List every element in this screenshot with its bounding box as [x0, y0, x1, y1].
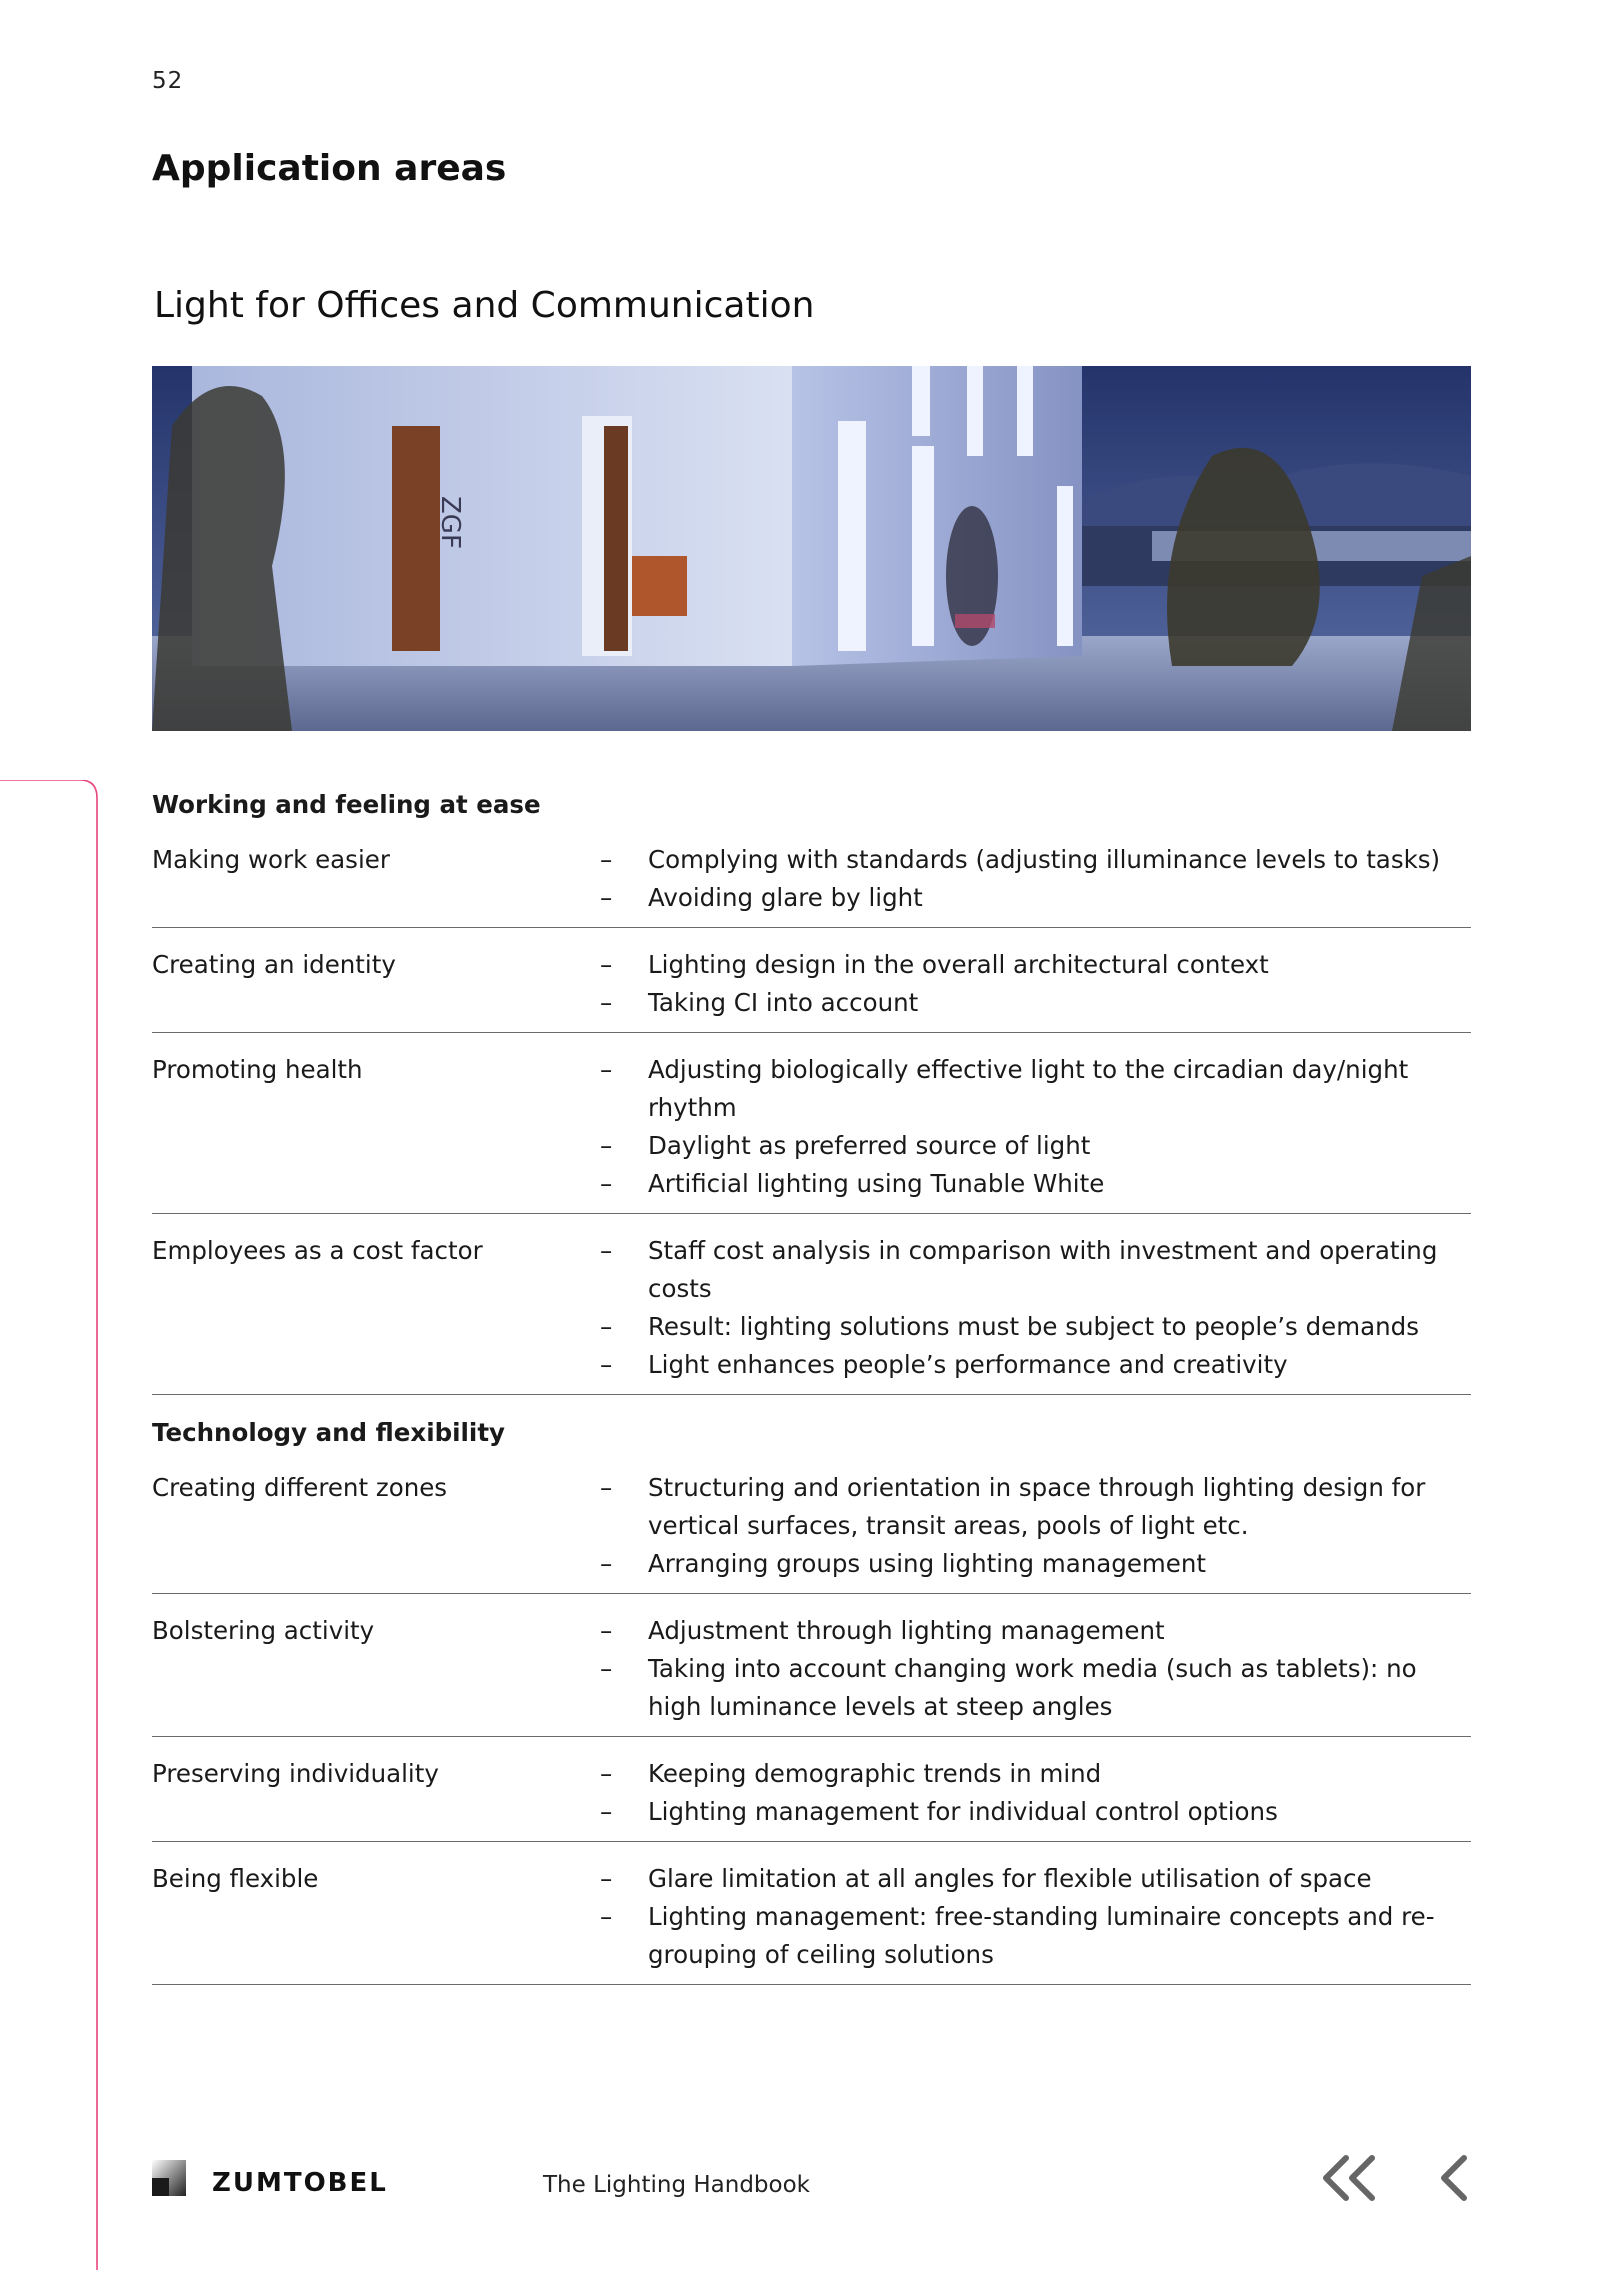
list-item: – Lighting management: free-standing luminaire concepts and re-grouping of ceiling solutions: [598, 1898, 1471, 1974]
list-item: – Adjustment through lighting management: [598, 1612, 1471, 1650]
row-label: Preserving individuality: [152, 1759, 439, 1788]
list-item: – Daylight as preferred source of light: [598, 1127, 1471, 1165]
page-number: 52: [152, 68, 184, 94]
row-label: Making work easier: [152, 845, 390, 874]
table-row: [152, 1860, 1471, 1985]
table-row: [152, 1051, 1471, 1214]
list-item: – Result: lighting solutions must be subject to people’s demands: [598, 1308, 1471, 1346]
group-heading: Working and feeling at ease: [152, 790, 541, 819]
row-items: [598, 1612, 1471, 1726]
table-row: [152, 841, 1471, 928]
row-items: [598, 1051, 1471, 1203]
list-item: – Complying with standards (adjusting illuminance levels to tasks): [598, 841, 1471, 879]
double-chevron-left-icon[interactable]: [1318, 2150, 1382, 2206]
row-items: [598, 841, 1471, 917]
list-item: – Glare limitation at all angles for flexible utilisation of space: [598, 1860, 1471, 1898]
table-row: [152, 946, 1471, 1033]
page-edge-accent-line: [0, 780, 100, 2270]
row-label: Promoting health: [152, 1055, 363, 1084]
section-title: Application areas: [152, 148, 507, 189]
row-label: Bolstering activity: [152, 1616, 375, 1645]
svg-text:ZGF: ZGF: [435, 496, 465, 549]
row-label: Being flexible: [152, 1864, 319, 1893]
list-item: – Structuring and orientation in space through lighting design for vertical surfaces, transit areas, pools of light etc.: [598, 1469, 1471, 1545]
group-heading: Technology and flexibility: [152, 1418, 506, 1447]
row-items: [598, 1755, 1471, 1831]
row-label: Employees as a cost factor: [152, 1236, 483, 1265]
row-items: [598, 946, 1471, 1022]
row-label: Creating an identity: [152, 950, 396, 979]
page-subtitle: Light for Offices and Communication: [154, 285, 815, 326]
row-label: Creating different zones: [152, 1473, 448, 1502]
list-item: – Artificial lighting using Tunable White: [598, 1165, 1471, 1203]
chevron-left-icon[interactable]: [1430, 2150, 1478, 2206]
list-item: – Staff cost analysis in comparison with investment and operating costs: [598, 1232, 1471, 1308]
brand-name: ZUMTOBEL: [212, 2168, 388, 2198]
hero-photo-office-building-at-dusk: [152, 366, 1471, 731]
application-areas-table: [152, 785, 1471, 2003]
handbook-title: The Lighting Handbook: [543, 2172, 810, 2198]
list-item: – Light enhances people’s performance and creativity: [598, 1346, 1471, 1384]
list-item: – Lighting management for individual control options: [598, 1793, 1471, 1831]
row-items: [598, 1232, 1471, 1384]
list-item: – Lighting design in the overall architectural context: [598, 946, 1471, 984]
table-row: [152, 1232, 1471, 1395]
list-item: – Adjusting biologically effective light to the circadian day/night rhythm: [598, 1051, 1471, 1127]
table-row: [152, 1612, 1471, 1737]
list-item: – Taking into account changing work media (such as tablets): no high luminance levels at steep angles: [598, 1650, 1471, 1726]
zumtobel-logo-icon: [152, 2160, 186, 2196]
list-item: – Keeping demographic trends in mind: [598, 1755, 1471, 1793]
list-item: – Avoiding glare by light: [598, 879, 1471, 917]
table-row: [152, 1755, 1471, 1842]
list-item: – Taking CI into account: [598, 984, 1471, 1022]
row-items: [598, 1469, 1471, 1583]
page-footer: [0, 2150, 1600, 2230]
row-items: [598, 1860, 1471, 1974]
group-technology-and-flexibility: [152, 1413, 1471, 1985]
group-working-and-feeling-at-ease: [152, 785, 1471, 1395]
list-item: – Arranging groups using lighting management: [598, 1545, 1471, 1583]
table-row: [152, 1469, 1471, 1594]
